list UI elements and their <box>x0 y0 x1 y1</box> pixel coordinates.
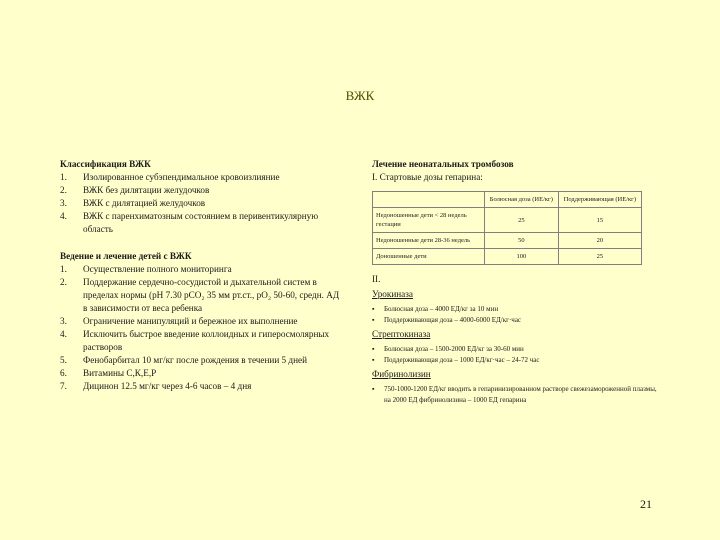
table-header-row: Болюсная доза (ИЕ/кг) Поддерживающая (ИЕ/кг) <box>373 192 642 208</box>
right-column <box>372 158 662 408</box>
urokinase-title: Урокиназа <box>372 289 413 299</box>
list-item: ▪ 750-1000-1200 ЕД/кг вводить в гепаринизированном растворе свежезамороженной плазмы, на 2000 ЕД фибринолизина – 1000 ЕД гепарина <box>372 384 662 406</box>
streptokinase-title: Стрептокиназа <box>372 329 431 339</box>
classification-list <box>60 171 345 236</box>
list-item: 3. Ограничение манипуляций и бережное их выполнение <box>60 316 298 326</box>
list-item: ▪ Поддерживающая доза – 1000 ЕД/кг·час – 24-72 час <box>372 355 662 366</box>
list-item: 4. Исключить быстрое введение коллоидных и гиперосмолярных растворов <box>60 329 330 352</box>
heparin-subheading: I. Стартовые дозы гепарина: <box>372 172 483 182</box>
list-item: 2. ВЖК без дилятации желудочков <box>60 185 210 195</box>
management-list <box>60 263 345 393</box>
list-item: 6. Витамины С,К,Е,Р <box>60 368 157 378</box>
page-number: 21 <box>640 497 652 511</box>
left-column <box>60 158 345 393</box>
list-item: ▪ Болюсная доза – 4000 ЕД/кг за 10 мин <box>372 304 662 315</box>
list-item: 5. Фенобарбитал 10 мг/кг после рождения в течении 5 дней <box>60 355 308 365</box>
list-item: 2. Поддержание сердечно-сосудистой и дыхательной систем в пределах нормы (pH 7.30 pCO₂ 35 мм рт.ст., pO₂ 50-60, средн. АД в зависимости от веса ребенка <box>60 277 340 313</box>
list-item: ▪ Болюсная доза – 1500-2000 ЕД/кг за 30-60 мин <box>372 344 662 355</box>
classification-heading: Классификация ВЖК <box>60 159 151 169</box>
heparin-dose-table <box>372 191 642 265</box>
table-row: Недоношенные дети 28-36 недель 50 20 <box>373 233 642 249</box>
fibrinolysin-list <box>372 384 662 406</box>
management-heading: Ведение и лечение детей с ВЖК <box>60 251 192 261</box>
list-item: ▪ Поддерживающая доза – 4000-6000 ЕД/кг·час <box>372 315 662 326</box>
table-row: Недоношенные дети < 28 недель гестации 25 15 <box>373 208 642 233</box>
fibrinolysin-title: Фибринолизин <box>372 369 431 379</box>
list-item: 1. Изолированное субэпендимальное кровоизлияние <box>60 172 280 182</box>
table-row: Доношенные дети 100 25 <box>373 249 642 265</box>
section-2-label: II. <box>372 274 381 284</box>
list-item: 3. ВЖК с дилятацией желудочков <box>60 198 206 208</box>
slide-title: ВЖК <box>345 88 375 103</box>
urokinase-list <box>372 304 662 326</box>
list-item: 7. Дицинон 12.5 мг/кг через 4-6 часов – 4 дня <box>60 381 252 391</box>
streptokinase-list <box>372 344 662 366</box>
list-item: 1. Осуществление полного мониторинга <box>60 264 232 274</box>
list-item: 4. ВЖК с паренхиматозным состоянием в перивентикулярную область <box>60 211 319 234</box>
thrombosis-heading: Лечение неонатальных тромбозов <box>372 159 514 169</box>
